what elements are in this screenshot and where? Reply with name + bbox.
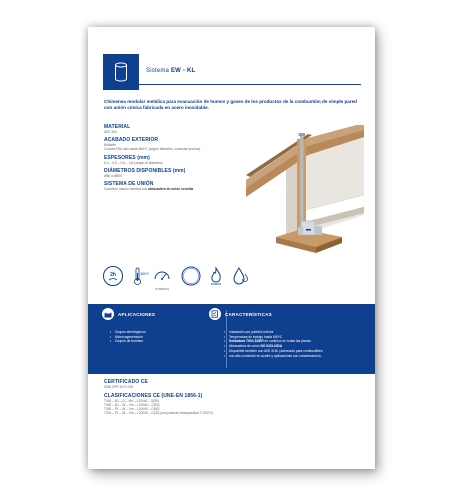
applications-title: APLICACIONES — [118, 312, 156, 317]
features-title: CARACTERÍSTICAS — [225, 312, 272, 317]
list-item — [224, 354, 374, 359]
applications-list — [110, 330, 215, 344]
chimney-flue-pipe — [300, 135, 304, 235]
water-drop-icon — [230, 265, 252, 292]
feature-bold: NO INCLUIDA — [260, 344, 283, 349]
generator-motor — [298, 227, 303, 235]
fire-temperature-icon — [102, 265, 124, 292]
system-prefix: Sistema — [146, 68, 171, 74]
list-item: • Grupos electrógenos — [110, 330, 215, 335]
spec-value-bold: abrazadera de unión sencilla — [148, 187, 194, 192]
classification-line: T400 – P1 – W – Vm – L20040 – O(50) — [104, 407, 160, 411]
spec-title: DIÁMETROS DISPONIBLES (mm) — [104, 167, 186, 174]
list-item: • Microcogeneración — [110, 335, 215, 340]
system-name: EW - KL — [170, 68, 196, 74]
feature-text: Temperatura de trabajo hasta 600ºC — [229, 334, 283, 339]
generator-unit — [301, 221, 315, 235]
feature-text: Abrazadera de unión — [229, 344, 261, 349]
spec-material — [104, 124, 234, 134]
spec-value: Brillante — [104, 143, 116, 148]
temperature-icon — [127, 265, 149, 292]
spec-value — [104, 187, 234, 191]
pressure-label: Pt 5000 Pa — [155, 287, 169, 291]
temperature-label: 600ºC — [140, 272, 149, 276]
spec-list — [104, 124, 234, 195]
checklist-icon — [209, 308, 221, 320]
spec-joint — [104, 181, 234, 191]
certificate-title: CERTIFICADO CE — [104, 379, 148, 385]
list-item: • Grupos de bombeo — [110, 339, 215, 344]
certification-section — [104, 379, 364, 415]
chimney-cylinder-icon — [103, 54, 139, 90]
feature-bold: Soldadura TIG/LÁSER — [229, 339, 264, 344]
applications-features-band — [88, 304, 375, 374]
spec-thickness — [104, 155, 234, 165]
feature-text: Instalación por patinillo interior — [229, 330, 274, 334]
chimney-cap — [299, 133, 306, 136]
certificate-value: 0036 CPR 9174 028 — [104, 385, 133, 389]
feature-text: Disponible también con AISI 316L (adecuado para combustibles — [229, 348, 323, 353]
chimney-installation-illustration — [246, 125, 364, 275]
header-rule — [139, 84, 361, 85]
spec-title: MATERIAL — [104, 124, 131, 130]
feature-text: en continuo en todas las piezas — [263, 339, 311, 344]
features-list — [224, 330, 374, 358]
property-badges — [102, 265, 252, 297]
classification-line: T400 – N1 – W – Vm – L20040 – O(50) — [104, 403, 160, 407]
spec-value: 0,4 – 0,5 – 0,6 – 0,8 (según el diámetro) — [104, 160, 163, 165]
datasheet-page — [88, 27, 375, 469]
datasheet-header — [88, 54, 375, 90]
classifications-title: CLASIFICACIONES CE (UNE-EN 1856-1) — [104, 393, 203, 399]
single-wall-icon — [180, 265, 202, 292]
intro-text: Chimenea modular metálica para evacuación de humos y gases de los productos de la combustión de simple pared con unión cónica fabricada en acero inoxidable. — [104, 99, 357, 110]
spec-value: AISI 304 — [104, 130, 117, 134]
classification-line: T400 – N1 – D – Vm – L20040 – G(50) — [104, 399, 159, 403]
spec-value: Ø80 a Ø800 — [104, 173, 122, 178]
classification-line: T200 – P1 – W – Vm – L20040 – O(30) (con junta de estanqueidad T=200ºC) — [104, 411, 214, 415]
spec-diameters — [104, 168, 234, 178]
spec-finish — [104, 137, 234, 151]
feature-text: con alto contenido en azufre y aplicaciones con condensación). — [229, 353, 322, 358]
spec-title: ACABADO EXTERIOR — [104, 137, 159, 144]
spec-value-note: Colores RAL alto hasta 600ºC (según diámetro, consultar precios) — [104, 147, 201, 152]
system-title — [146, 68, 195, 74]
factory-icon — [102, 308, 114, 320]
generator-housing — [315, 226, 322, 235]
spec-value-text: Conexión macho-hembra con — [104, 187, 149, 192]
spec-title: ESPESORES (mm) — [104, 154, 150, 161]
spec-title: SISTEMA DE UNIÓN — [104, 181, 154, 188]
fire-temperature-label: 2h — [110, 272, 116, 278]
flame-icon — [205, 265, 227, 292]
generator-panel — [306, 229, 311, 231]
